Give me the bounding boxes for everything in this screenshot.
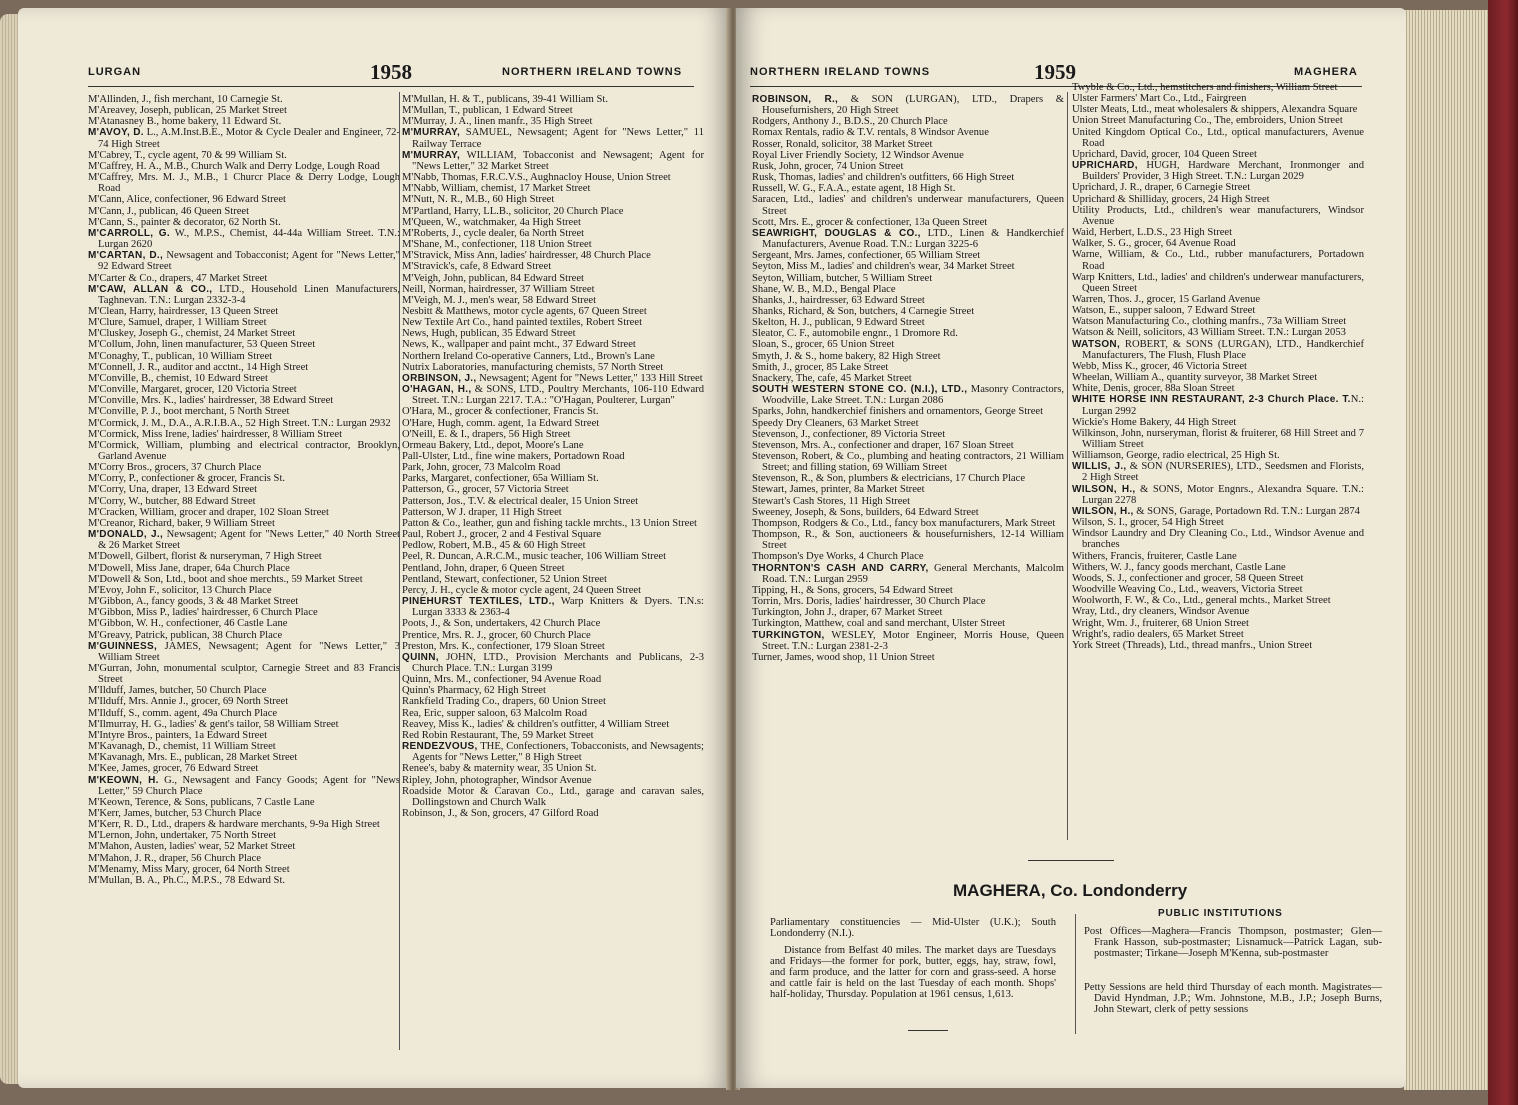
entry-name: WATSON, xyxy=(1072,338,1121,350)
directory-entry: Withers, W. J., fancy goods merchant, Castle Lane xyxy=(1072,561,1286,573)
entry-detail: Newsagent; Agent for "News Letter," 40 North Street & 26 Market Street xyxy=(98,529,400,552)
directory-entry: Webb, Miss K., grocer, 46 Victoria Street xyxy=(1072,360,1248,372)
directory-entry xyxy=(752,563,1064,585)
entry-name: M'DONALD, J., xyxy=(88,529,164,541)
right-column-2 xyxy=(1072,82,1364,651)
directory-entry: M'Clure, Samuel, draper, 1 William Street xyxy=(88,317,267,329)
directory-entry: Ormeau Bakery, Ltd., depot, Moore's Lane xyxy=(402,439,584,451)
directory-entry: Thompson, Rodgers & Co., Ltd., fancy box manufacturers, Mark Street xyxy=(752,517,1056,529)
directory-entry: Stevenson, J., confectioner, 89 Victoria Street xyxy=(752,428,946,440)
directory-entry: Wilkinson, John, nurseryman, florist & fruiterer, 68 Hill Street and 7 William Street xyxy=(1072,427,1364,450)
directory-entry: Warren, Thos. J., grocer, 15 Garland Avenue xyxy=(1072,293,1261,305)
directory-entry xyxy=(402,741,704,763)
directory-entry: Shanks, J., hairdresser, 63 Edward Street xyxy=(752,294,925,306)
directory-entry: M'Corry, Una, draper, 13 Edward Street xyxy=(88,484,258,496)
directory-entry: Union Street Manufacturing Co., The, embroiders, Union Street xyxy=(1072,115,1343,127)
directory-entry: M'Conville, Mrs. K., ladies' hairdresser, 38 Edward Street xyxy=(88,395,334,407)
directory-entry: Turner, James, wood shop, 11 Union Street xyxy=(752,651,935,663)
entry-name: WILLIS, J., xyxy=(1072,461,1127,473)
entry-detail: General Merchants, Malcolm Road. T.N.: Lurgan 2959 xyxy=(762,562,1064,585)
entry-name: SEAWRIGHT, DOUGLAS & CO., xyxy=(752,227,921,239)
directory-entry: Skelton, H. J., publican, 9 Edward Street xyxy=(752,317,925,329)
directory-entry: M'Gibbon, Miss P., ladies' hairdresser, 6 Church Place xyxy=(88,607,318,619)
directory-entry xyxy=(88,529,400,551)
directory-entry: Torrin, Mrs. Doris, ladies' hairdresser, 30 Church Place xyxy=(752,596,986,608)
directory-entry: M'Cluskey, Joseph G., chemist, 24 Market Street xyxy=(88,328,296,340)
directory-entry: M'Lernon, John, undertaker, 75 North Street xyxy=(88,830,277,842)
directory-entry: O'Hara, M., grocer & confectioner, Francis St. xyxy=(402,406,599,418)
directory-entry: M'Queen, W., watchmaker, 4a High Street xyxy=(402,216,581,228)
directory-entry: Seyton, Miss M., ladies' and children's wear, 34 Market Street xyxy=(752,261,1015,273)
entry-detail: JOHN, LTD., Provision Merchants and Publicans, 2-3 Church Place. T.N.: Lurgan 3199 xyxy=(412,651,704,674)
entry-name: M'MURRAY, xyxy=(402,149,461,161)
directory-entry: Rea, Eric, supper saloon, 63 Malcolm Road xyxy=(402,707,588,719)
directory-entry xyxy=(88,127,400,149)
directory-entry: Ulster Farmers' Mart Co., Ltd., Fairgreen xyxy=(1072,93,1247,105)
directory-entry: Stewart, James, printer, 8a Market Street xyxy=(752,484,925,496)
entry-name: M'CARTAN, D., xyxy=(88,250,164,262)
directory-entry: Red Robin Restaurant, The, 59 Market Street xyxy=(402,729,594,741)
directory-entry: M'Menamy, Miss Mary, grocer, 64 North Street xyxy=(88,863,290,875)
directory-entry: M'Shane, M., confectioner, 118 Union Street xyxy=(402,239,592,251)
directory-entry: Rodgers, Anthony J., B.D.S., 20 Church Place xyxy=(752,116,948,128)
directory-entry: Preston, Mrs. K., confectioner, 179 Sloan Street xyxy=(402,640,605,652)
directory-entry: Smith, J., grocer, 85 Lake Street xyxy=(752,361,889,373)
directory-entry: M'Ilduff, James, butcher, 50 Church Place xyxy=(88,685,267,697)
directory-entry: Uprichard, David, grocer, 104 Queen Street xyxy=(1072,148,1257,160)
directory-entry: O'Hare, Hugh, comm. agent, 1a Edward Street xyxy=(402,417,600,429)
directory-entry: Park, John, grocer, 73 Malcolm Road xyxy=(402,462,561,474)
directory-entry: Royal Liver Friendly Society, 12 Windsor Avenue xyxy=(752,149,964,161)
entry-name: O'HAGAN, H., xyxy=(402,384,472,396)
running-head-left: LURGAN xyxy=(88,66,142,78)
directory-entry: Russell, W. G., F.A.A., estate agent, 18 High St. xyxy=(752,183,956,195)
entry-name: WILSON, H., xyxy=(1072,483,1136,495)
directory-entry: M'Ilmurray, H. G., ladies' & gent's tailor, 58 William Street xyxy=(88,718,339,730)
directory-entry: Scott, Mrs. E., grocer & confectioner, 13a Queen Street xyxy=(752,216,988,228)
directory-entry xyxy=(1072,461,1364,483)
directory-entry: Quinn, Mrs. M., confectioner, 94 Avenue Road xyxy=(402,674,602,686)
end-rule xyxy=(908,1030,948,1031)
directory-entry: M'Mahon, J. R., draper, 56 Church Place xyxy=(88,852,262,864)
directory-entry: M'Nabb, Thomas, F.R.C.V.S., Aughnacloy House, Union Street xyxy=(402,172,671,184)
directory-entry: M'Dowell & Son, Ltd., boot and shoe merchts., 59 Market Street xyxy=(88,573,363,585)
directory-entry: M'Creanor, Richard, baker, 9 William Street xyxy=(88,517,275,529)
directory-entry: M'Nutt, N. R., M.B., 60 High Street xyxy=(402,194,555,206)
directory-entry: M'Gibbon, W. H., confectioner, 46 Castle Lane xyxy=(88,618,288,630)
entry-name: ORBINSON, J., xyxy=(402,372,477,384)
directory-entry xyxy=(1072,160,1364,182)
directory-entry: M'Mullan, B. A., Ph.C., M.P.S., 78 Edward St. xyxy=(88,874,286,886)
entry-detail: & SONS, LTD., Poultry Merchants, 106-110 Edward Street. T.N.: Lurgan 2217. T.A.: "O'Hagan, Poulterer, Lurgan" xyxy=(412,384,704,407)
directory-entry: M'Areavey, Joseph, publican, 25 Market Street xyxy=(88,105,287,117)
directory-entry: Pedlow, Robert, M.B., 45 & 60 High Street xyxy=(402,540,586,552)
entry-detail: & SON (NURSERIES), LTD., Seedsmen and Florists, 2 High Street xyxy=(1082,461,1364,484)
directory-entry: Nutrix Laboratories, manufacturing chemists, 57 North Street xyxy=(402,361,664,373)
directory-entry: M'Cann, Alice, confectioner, 96 Edward Street xyxy=(88,194,286,206)
directory-entry: Rusk, Thomas, ladies' and children's outfitters, 66 High Street xyxy=(752,172,1015,184)
directory-entry xyxy=(752,630,1064,652)
directory-entry: M'Conville, P. J., boot merchant, 5 North Street xyxy=(88,406,290,418)
directory-entry: Saracen, Ltd., ladies' and children's underwear manufacturers, Queen Street xyxy=(752,194,1064,217)
directory-entry: Wright, Wm. J., fruiterer, 68 Union Street xyxy=(1072,617,1249,629)
section-rule xyxy=(1028,860,1114,861)
entry-name: TURKINGTON, xyxy=(752,629,825,641)
directory-entry: Rosser, Ronald, solicitor, 38 Market Street xyxy=(752,138,933,150)
directory-entry: New Textile Art Co., hand painted textiles, Robert Street xyxy=(402,317,643,329)
directory-entry: Roadside Motor & Caravan Co., Ltd., garage and caravan sales, Dollingstown and Church Walk xyxy=(402,785,704,808)
entry-detail: LTD., Linen & Handkerchief Manufacturers, Avenue Road. T.N.: Lurgan 3225-6 xyxy=(762,227,1064,251)
section-county: Co. Londonderry xyxy=(1050,881,1188,900)
column-divider xyxy=(399,92,400,1050)
directory-entry: M'Allinden, J., fish merchant, 10 Carnegie St. xyxy=(88,94,283,105)
directory-entry xyxy=(1072,506,1364,517)
directory-entry: M'Corry, P., confectioner & grocer, Francis St. xyxy=(88,473,286,485)
entry-name: M'GUINNESS, xyxy=(88,640,158,652)
section-title xyxy=(953,881,1187,901)
entry-detail: SAMUEL, Newsagent; Agent for "News Letter," 11 Railway Terrace xyxy=(412,127,704,150)
directory-entry: Speedy Dry Cleaners, 63 Market Street xyxy=(752,417,919,429)
entry-name: M'KEOWN, H. xyxy=(88,774,159,786)
directory-entry: Shanks, Richard, & Son, butchers, 4 Carnegie Street xyxy=(752,305,975,317)
directory-entry: Prentice, Mrs. R. J., grocer, 60 Church Place xyxy=(402,629,591,641)
entry-detail: LTD., Household Linen Manufacturers, Taghnevan. T.N.: Lurgan 2332-3-4 xyxy=(98,283,400,306)
entry-detail: WILLIAM, Tobacconist and Newsagent; Agent for "News Letter," 32 Market Street xyxy=(412,149,704,172)
directory-entry: Wickie's Home Bakery, 44 High Street xyxy=(1072,416,1237,428)
directory-entry: Watson, E., supper saloon, 7 Edward Street xyxy=(1072,305,1256,317)
directory-entry: Waid, Herbert, L.D.S., 23 High Street xyxy=(1072,227,1233,239)
directory-entry: Woodville Weaving Co., Ltd., weavers, Victoria Street xyxy=(1072,584,1303,596)
directory-entry: Robinson, J., & Son, grocers, 47 Gilford Road xyxy=(402,808,599,819)
petty-sessions-entry: Petty Sessions are held third Thursday of each month. Magistrates—David Hyndman, J.P.; Wm. Johnstone, M.B., J.P.; Joseph Burns, John Stewart, clerk of petty sessions xyxy=(1084,982,1382,1016)
entry-detail: THE, Confectioners, Tobacconists, and Newsagents; Agents for "News Letter," 8 High Street xyxy=(412,741,704,764)
entry-detail: JAMES, Newsagent; Agent for "News Letter," 3 William Street xyxy=(98,640,400,663)
directory-entry: M'Mullan, H. & T., publicans, 39-41 William St. xyxy=(402,94,608,105)
directory-entry: Tipping, H., & Sons, grocers, 54 Edward Street xyxy=(752,584,953,596)
directory-entry: M'Veigh, M. J., men's wear, 58 Edward Street xyxy=(402,294,597,306)
directory-entry: M'Dowell, Gilbert, florist & nurseryman, 7 High Street xyxy=(88,551,322,563)
right-column-1 xyxy=(752,94,1064,663)
entry-name: WHITE HORSE INN RESTAURANT, 2-3 Church Place. T. xyxy=(1072,394,1351,406)
directory-entry: Seyton, William, butcher, 5 William Street xyxy=(752,272,933,284)
directory-entry: Paul, Robert J., grocer, 2 and 4 Festival Square xyxy=(402,529,602,541)
directory-entry: White, Denis, grocer, 88a Sloan Street xyxy=(1072,383,1235,395)
directory-entry: Peel, R. Duncan, A.R.C.M., music teacher, 106 William Street xyxy=(402,551,667,563)
entry-detail: HUGH, Hardware Merchant, Ironmonger and Builders' Provider, 3 High Street. T.N.: Lurgan 2029 xyxy=(1082,160,1364,183)
directory-entry: M'Cann, J., publican, 46 Queen Street xyxy=(88,205,250,217)
directory-entry: Walker, S. G., grocer, 64 Avenue Road xyxy=(1072,238,1236,250)
directory-entry xyxy=(402,384,704,406)
directory-entry: Neill, Norman, hairdresser, 37 William Street xyxy=(402,283,595,295)
entry-detail: & SONS, Garage, Portadown Rd. T.N.: Lurgan 2874 xyxy=(1133,505,1360,517)
directory-entry: Windsor Laundry and Dry Cleaning Co., Ltd., Windsor Avenue and branches xyxy=(1072,528,1364,551)
directory-entry: M'Conville, B., chemist, 10 Edward Street xyxy=(88,372,268,384)
directory-entry: Sleator, C. F., automobile engnr., 1 Dromore Rd. xyxy=(752,328,958,340)
directory-entry: M'Kavanagh, Mrs. E., publican, 28 Market Street xyxy=(88,752,298,764)
page-number: 1958 xyxy=(370,60,412,84)
constituencies-paragraph: Parliamentary constituencies — Mid-Ulster (U.K.); South Londonderry (N.I.). xyxy=(770,917,1056,940)
running-head-left: NORTHERN IRELAND TOWNS xyxy=(750,66,931,78)
entry-detail: Newsagent and Tobacconist; Agent for "News Letter," 92 Edward Street xyxy=(98,250,400,273)
entry-name: M'MURRAY, xyxy=(402,127,461,139)
directory-entry: Renee's, baby & maternity wear, 35 Union St. xyxy=(402,763,597,775)
directory-entry: O'Neill, E. & I., drapers, 56 High Street xyxy=(402,428,571,440)
left-page xyxy=(18,8,730,1088)
directory-entry: Ripley, John, photographer, Windsor Avenue xyxy=(402,774,592,786)
directory-entry: M'Stravick's, cafe, 8 Edward Street xyxy=(402,261,552,273)
entry-detail: Warp Knitters & Dyers. T.N.s: Lurgan 3333 & 2363-4 xyxy=(412,596,704,619)
directory-entry: Rankfield Trading Co., drapers, 60 Union Street xyxy=(402,696,606,708)
directory-entry: M'Evoy, John F., solicitor, 13 Church Place xyxy=(88,584,272,596)
directory-entry: M'Cormick, William, plumbing and electrical contractor, Brooklyn, Garland Avenue xyxy=(88,439,400,462)
entry-name: QUINN, xyxy=(402,651,439,663)
directory-entry: M'Mullan, T., publican, 1 Edward Street xyxy=(402,105,573,117)
directory-entry: M'Mahon, Austen, ladies' wear, 52 Market Street xyxy=(88,841,296,853)
entry-detail: W., M.P.S., Chemist, 44-44a William Street. T.N.: Lurgan 2620 xyxy=(98,227,400,251)
directory-entry: Quinn's Pharmacy, 62 High Street xyxy=(402,685,546,697)
entry-detail: & SONS, Motor Engnrs., Alexandra Square. T.N.: Lurgan 2278 xyxy=(1082,483,1364,506)
directory-entry: M'Kerr, R. D., Ltd., drapers & hardware merchants, 9-9a High Street xyxy=(88,819,380,831)
directory-entry xyxy=(88,284,400,306)
entry-name: M'CAW, ALLAN & CO., xyxy=(88,283,213,295)
directory-entry xyxy=(402,652,704,674)
directory-entry: Nesbitt & Matthews, motor cycle agents, 67 Queen Street xyxy=(402,305,647,317)
directory-entry: Woods, S. J., confectioner and grocer, 58 Queen Street xyxy=(1072,572,1304,584)
directory-entry: United Kingdom Optical Co., Ltd., optical manufacturers, Avenue Road xyxy=(1072,126,1364,149)
directory-entry xyxy=(402,150,704,172)
directory-entry xyxy=(1072,394,1364,416)
running-head-right: NORTHERN IRELAND TOWNS xyxy=(502,66,683,78)
directory-entry: M'Murray, J. A., linen manfr., 35 High Street xyxy=(402,116,593,128)
directory-entry: Patterson, G., grocer, 57 Victoria Street xyxy=(402,484,569,496)
directory-entry: Reavey, Miss K., ladies' & children's outfitter, 4 William Street xyxy=(402,718,670,730)
directory-entry: M'Cormick, J. M., D.A., A.R.I.B.A., 52 High Street. T.N.: Lurgan 2932 xyxy=(88,417,391,429)
directory-entry: News, K., wallpaper and paint mcht., 37 Edward Street xyxy=(402,339,636,351)
entry-detail: Masonry Contractors, Woodville, Lake Street. T.N.: Lurgan 2086 xyxy=(762,384,1064,407)
entry-name: M'CARROLL, G. xyxy=(88,227,170,239)
directory-entry xyxy=(88,775,400,797)
page-number: 1959 xyxy=(1034,60,1076,84)
directory-entry: Stevenson, Mrs. A., confectioner and draper, 167 Sloan Street xyxy=(752,439,1014,451)
directory-entry xyxy=(402,373,704,384)
directory-entry: M'Greavy, Patrick, publican, 38 Church Place xyxy=(88,629,283,641)
directory-entry: Patterson, Jos., T.V. & electrical dealer, 15 Union Street xyxy=(402,495,639,507)
section-town: MAGHERA, xyxy=(953,881,1046,900)
public-institutions-heading: PUBLIC INSTITUTIONS xyxy=(1158,908,1283,919)
directory-entry: Warp Knitters, Ltd., ladies' and children's underwear manufacturers, Queen Street xyxy=(1072,271,1364,294)
directory-entry: Warne, William, & Co., Ltd., rubber manufacturers, Portadown Road xyxy=(1072,249,1364,272)
directory-entry: Patton & Co., leather, gun and fishing tackle mrchts., 13 Union Street xyxy=(402,517,697,529)
book-cover-spine xyxy=(1488,0,1518,1105)
directory-entry: Patterson, W J. draper, 11 High Street xyxy=(402,506,562,518)
entry-name: RENDEZVOUS, xyxy=(402,741,478,753)
directory-entry: Pentland, John, draper, 6 Queen Street xyxy=(402,562,565,574)
directory-entry: Woolworth, F. W., & Co., Ltd., general mchts., Market Street xyxy=(1072,595,1331,607)
entry-name: WILSON, H., xyxy=(1072,505,1134,517)
entry-name: THORNTON'S CASH AND CARRY, xyxy=(752,562,929,574)
directory-entry: Stewart's Cash Stores, 11 High Street xyxy=(752,495,911,507)
running-head-right: MAGHERA xyxy=(1294,66,1358,78)
post-offices-entry: Post Offices—Maghera—Francis Thompson, postmaster; Glen—Frank Hasson, sub-postmaster; Lisnamuck—Patrick Lagan, sub-postmaster; Tirkane—Joseph M'Kenna, sub-postmaster xyxy=(1084,926,1382,960)
directory-entry: Utility Products, Ltd., children's wear manufacturers, Windsor Avenue xyxy=(1072,204,1364,227)
directory-entry xyxy=(402,596,704,618)
directory-entry xyxy=(88,228,400,250)
directory-entry: Wright's, radio dealers, 65 Market Street xyxy=(1072,628,1244,640)
directory-entry: M'Ilduff, Mrs. Annie J., grocer, 69 North Street xyxy=(88,696,289,708)
directory-entry: M'Clean, Harry, hairdresser, 13 Queen Street xyxy=(88,305,279,317)
directory-entry: M'Cabrey, T., cycle agent, 70 & 99 William St. xyxy=(88,149,287,161)
entry-name: M'AVOY, D. xyxy=(88,127,144,139)
entry-detail: L., A.M.Inst.B.E., Motor & Cycle Dealer and Engineer, 72-74 High Street xyxy=(98,127,400,150)
directory-entry: York Street (Threads), Ltd., thread manfrs., Union Street xyxy=(1072,639,1313,651)
directory-entry: Snackery, The, cafe, 45 Market Street xyxy=(752,372,912,384)
directory-entry: M'Cann, S., painter & decorator, 62 North St. xyxy=(88,216,281,228)
directory-entry: Sweeney, Joseph, & Sons, builders, 64 Edward Street xyxy=(752,506,979,518)
directory-entry: Williamson, George, radio electrical, 25 High St. xyxy=(1072,450,1280,462)
right-page xyxy=(736,8,1406,1088)
header-rule xyxy=(88,86,694,87)
directory-entry: M'Veigh, John, publican, 84 Edward Street xyxy=(402,272,584,284)
directory-entry: M'Roberts, J., cycle dealer, 6a North Street xyxy=(402,227,585,239)
entry-detail: ROBERT, & SONS (LURGAN), LTD., Handkerchief Manufacturers, The Flush, Flush Place xyxy=(1082,338,1364,361)
directory-entry xyxy=(88,641,400,663)
directory-entry: Uprichard & Shilliday, grocers, 24 High Street xyxy=(1072,193,1270,205)
entry-name: SOUTH WESTERN STONE CO. (N.I.), LTD., xyxy=(752,384,968,396)
directory-entry xyxy=(1072,339,1364,361)
directory-entry xyxy=(752,384,1064,406)
directory-entry: M'Corry, W., butcher, 88 Edward Street xyxy=(88,495,256,507)
directory-entry: Twyble & Co., Ltd., hemstitchers and finishers, William Street xyxy=(1072,82,1338,93)
directory-entry: Stevenson, Robert, & Co., plumbing and heating contractors, 21 William Street; and filling station, 69 William Street xyxy=(752,451,1064,474)
directory-entry: M'Kerr, James, butcher, 53 Church Place xyxy=(88,808,262,819)
directory-entry: M'Gurran, John, monumental sculptor, Carnegie Street and 83 Francis Street xyxy=(88,662,400,686)
directory-entry: Wheelan, William A., quantity surveyor, 38 Market Street xyxy=(1072,372,1318,384)
directory-entry: M'Nabb, William, chemist, 17 Market Street xyxy=(402,183,591,195)
entry-detail: & SON (LURGAN), LTD., Drapers & Housefurnishers, 20 High Street xyxy=(762,94,1064,117)
directory-entry: Thompson, R., & Son, auctioneers & housefurnishers, 12-14 William Street xyxy=(752,529,1064,552)
entry-name: UPRICHARD, xyxy=(1072,160,1138,172)
entry-detail: WESLEY, Motor Engineer, Morris House, Queen Street. T.N.: Lurgan 2381-2-3 xyxy=(762,629,1064,652)
directory-entry: Wilson, S. I., grocer, 54 High Street xyxy=(1072,517,1224,529)
directory-entry: Romax Rentals, radio & T.V. rentals, 8 Windsor Avenue xyxy=(752,127,989,139)
right-page-edges xyxy=(1404,10,1488,1090)
directory-entry: M'Cracken, William, grocer and draper, 102 Sloan Street xyxy=(88,506,329,518)
directory-entry: Turkington, Matthew, coal and sand merchant, Ulster Street xyxy=(752,618,1006,630)
directory-entry: M'Collum, John, linen manufacturer, 53 Queen Street xyxy=(88,339,316,351)
directory-entry: Poots, J., & Son, undertakers, 42 Church Place xyxy=(402,618,601,630)
directory-entry xyxy=(752,228,1064,250)
directory-entry: M'Caffrey, Mrs. M. J., M.B., 1 Churcr Place & Derry Lodge, Lough Road xyxy=(88,172,400,195)
entry-detail: N.: Lurgan 2992 xyxy=(1082,394,1364,417)
directory-entry: M'Carter & Co., drapers, 47 Market Street xyxy=(88,272,268,284)
directory-entry: News, Hugh, publican, 35 Edward Street xyxy=(402,328,576,340)
directory-entry: M'Intyre Bros., painters, 1a Edward Street xyxy=(88,729,268,741)
directory-entry: Stevenson, R., & Son, plumbers & electricians, 17 Church Place xyxy=(752,473,1026,485)
directory-entry: M'Conaghy, T., publican, 10 William Street xyxy=(88,350,273,362)
entry-detail: G., Newsagent and Fancy Goods; Agent for "News Letter," 59 Church Place xyxy=(98,774,400,797)
directory-entry: Sloan, S., grocer, 65 Union Street xyxy=(752,339,895,351)
directory-entry: Watson & Neill, solicitors, 43 William Street. T.N.: Lurgan 2053 xyxy=(1072,327,1346,339)
directory-entry: Northern Ireland Co-operative Canners, Ltd., Brown's Lane xyxy=(402,350,655,362)
market-paragraph: Distance from Belfast 40 miles. The market days are Tuesdays and Fridays—the former for pork, butter, eggs, hay, straw, fowl, and farm produce, and the latter for corn and grass-seed. A horse and cattle fair is held on the last Tuesday of each month. Shops' half-holiday, Thursday. Population at 1961 census, 1,613. xyxy=(770,945,1056,1001)
directory-entry xyxy=(402,127,704,149)
directory-entry: Percy, J. H., cycle & motor cycle agent, 24 Queen Street xyxy=(402,584,642,596)
directory-entry xyxy=(752,94,1064,116)
directory-entry: M'Conville, Margaret, grocer, 120 Victoria Street xyxy=(88,384,297,396)
column-divider xyxy=(1067,92,1068,840)
directory-entry: M'Kavanagh, D., chemist, 11 William Street xyxy=(88,741,276,753)
directory-entry: M'Stravick, Miss Ann, ladies' hairdresser, 48 Church Place xyxy=(402,250,651,262)
directory-entry: Thompson's Dye Works, 4 Church Place xyxy=(752,551,924,563)
directory-entry: M'Atanasney B., home bakery, 11 Edward St. xyxy=(88,116,282,128)
directory-entry: Parks, Margaret, confectioner, 65a William St. xyxy=(402,473,599,485)
directory-entry: Pall-Ulster, Ltd., fine wine makers, Portadown Road xyxy=(402,451,625,462)
directory-entry: Sparks, John, handkerchief finishers and ornamentors, George Street xyxy=(752,406,1044,418)
directory-entry xyxy=(88,250,400,272)
directory-entry: Wray, Ltd., dry cleaners, Windsor Avenue xyxy=(1072,606,1250,618)
directory-entry: Sergeant, Mrs. James, confectioner, 65 William Street xyxy=(752,250,981,262)
directory-entry: M'Caffrey, H. A., M.B., Church Walk and Derry Lodge, Lough Road xyxy=(88,160,380,172)
directory-entry xyxy=(1072,484,1364,506)
directory-entry: M'Dowell, Miss Jane, draper, 64a Church Place xyxy=(88,562,290,574)
directory-entry: M'Connell, J. R., auditor and acctnt., 14 High Street xyxy=(88,361,309,373)
section-divider xyxy=(1075,914,1076,1034)
directory-entry: Shane, W. B., M.D., Bengal Place xyxy=(752,283,896,295)
directory-entry: M'Cormick, Miss Irene, ladies' hairdresser, 8 William Street xyxy=(88,428,343,440)
directory-entry: Rusk, John, grocer, 74 Union Street xyxy=(752,160,904,172)
directory-entry: Ulster Meats, Ltd., meat wholesalers & shippers, Alexandra Square xyxy=(1072,104,1358,116)
entry-name: PINEHURST TEXTILES, LTD., xyxy=(402,596,555,608)
directory-entry: Pentland, Stewart, confectioner, 52 Union Street xyxy=(402,573,607,585)
directory-entry: Withers, Francis, fruiterer, Castle Lane xyxy=(1072,550,1237,562)
entry-name: ROBINSON, R., xyxy=(752,94,839,105)
directory-entry: M'Gibbon, A., fancy goods, 3 & 48 Market Street xyxy=(88,596,299,608)
entry-detail: Newsagent; Agent for "News Letter," 133 Hill Street xyxy=(476,372,703,384)
left-column-2 xyxy=(402,94,704,819)
directory-entry: M'Partland, Harry, LL.B., solicitor, 20 Church Place xyxy=(402,205,624,217)
left-column-1 xyxy=(88,94,400,886)
directory-entry: Watson Manufacturing Co., clothing manfrs., 73a William Street xyxy=(1072,316,1347,328)
directory-entry: M'Keown, Terence, & Sons, publicans, 7 Castle Lane xyxy=(88,796,315,808)
directory-entry: Uprichard, J. R., draper, 6 Carnegie Street xyxy=(1072,182,1251,194)
directory-entry: Smyth, J. & S., home bakery, 82 High Street xyxy=(752,350,941,362)
directory-entry: Turkington, John J., draper, 67 Market Street xyxy=(752,607,943,619)
directory-entry: M'Kee, James, grocer, 76 Edward Street xyxy=(88,763,259,775)
directory-entry: M'Ilduff, S., comm. agent, 49a Church Place xyxy=(88,707,278,719)
directory-entry: M'Corry Bros., grocers, 37 Church Place xyxy=(88,462,262,474)
